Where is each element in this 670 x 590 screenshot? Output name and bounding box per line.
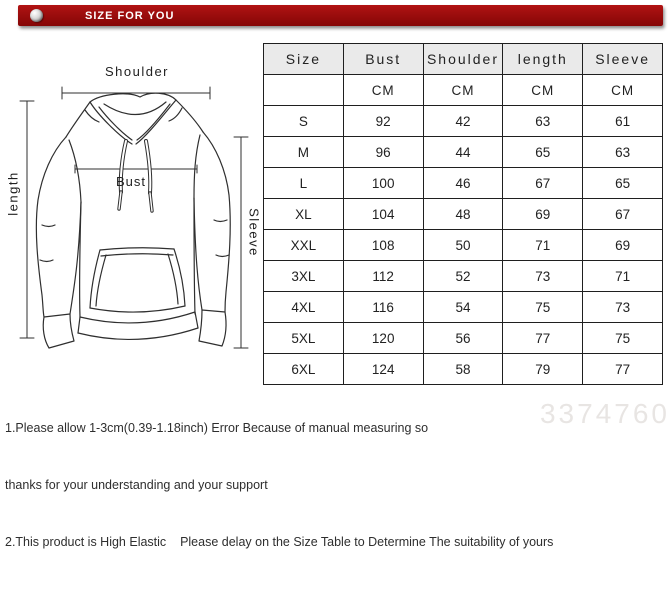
shoulder-cell: 50 (423, 230, 503, 261)
note-line-1: 1.Please allow 1-3cm(0.39-1.18inch) Error Because of manual measuring so (5, 421, 429, 435)
note-line-2: thanks for your understanding and your support (5, 478, 268, 492)
bust-cell: 96 (343, 137, 423, 168)
table-row (264, 230, 663, 261)
length-cell: 75 (503, 292, 583, 323)
pocket-outline (90, 248, 185, 312)
table-row (264, 354, 663, 385)
size-cell: XL (264, 199, 344, 230)
shoulder-cell: 44 (423, 137, 503, 168)
size-cell: L (264, 168, 344, 199)
table-row (264, 168, 663, 199)
watermark-text: 3374760 (539, 398, 670, 429)
table-row (264, 323, 663, 354)
sleeve-cell: 63 (583, 137, 663, 168)
bust-measure-line (75, 165, 197, 173)
length-measure-line (20, 101, 34, 338)
size-table (263, 43, 663, 385)
shoulder-cell: 46 (423, 168, 503, 199)
size-cell: M (264, 137, 344, 168)
sleeves-outline (36, 132, 230, 317)
length-cell: 69 (503, 199, 583, 230)
table-units-row (264, 75, 663, 106)
note-line-3: 2.This product is High Elastic Please delay on the Size Table to Determine The suitability of yours (5, 535, 554, 549)
sleeve-cell: 71 (583, 261, 663, 292)
bust-cell: 116 (343, 292, 423, 323)
shoulder-cell: 56 (423, 323, 503, 354)
hem-band-outline (78, 312, 198, 339)
rivet-icon (30, 9, 43, 22)
bust-label: Bust (115, 174, 146, 189)
unit-cell (264, 75, 344, 106)
shoulder-cell: 58 (423, 354, 503, 385)
col-header-sleeve: Sleeve (583, 44, 663, 75)
table-header-row (264, 44, 663, 75)
length-cell: 67 (503, 168, 583, 199)
size-cell: XXL (264, 230, 344, 261)
title-banner (18, 5, 663, 26)
bust-cell: 92 (343, 106, 423, 137)
banner-title: SIZE FOR YOU (85, 9, 175, 22)
sleeve-cell: 69 (583, 230, 663, 261)
length-cell: 71 (503, 230, 583, 261)
sleeve-label: Sleeve (246, 208, 262, 257)
sleeve-cell: 67 (583, 199, 663, 230)
length-cell: 77 (503, 323, 583, 354)
table-row (264, 292, 663, 323)
hoodie-line-art (0, 40, 270, 385)
size-cell: S (264, 106, 344, 137)
sleeve-cell: 77 (583, 354, 663, 385)
sleeve-cell: 65 (583, 168, 663, 199)
hoodie-diagram (0, 40, 270, 385)
cuffs-outline (43, 310, 226, 348)
shoulder-cell: 42 (423, 106, 503, 137)
table-row (264, 199, 663, 230)
bust-cell: 108 (343, 230, 423, 261)
length-label: length (5, 171, 21, 216)
col-header-bust: Bust (343, 44, 423, 75)
bust-cell: 104 (343, 199, 423, 230)
bust-cell: 124 (343, 354, 423, 385)
unit-cell: CM (343, 75, 423, 106)
sleeve-cell: 61 (583, 106, 663, 137)
length-cell: 79 (503, 354, 583, 385)
shoulder-cell: 54 (423, 292, 503, 323)
bust-cell: 112 (343, 261, 423, 292)
unit-cell: CM (423, 75, 503, 106)
length-cell: 73 (503, 261, 583, 292)
sleeve-cell: 73 (583, 292, 663, 323)
table-row (264, 106, 663, 137)
shoulder-measure-line (62, 87, 210, 99)
length-cell: 63 (503, 106, 583, 137)
footer-notes (5, 381, 665, 590)
size-cell: 5XL (264, 323, 344, 354)
col-header-size: Size (264, 44, 344, 75)
sleeve-cell: 75 (583, 323, 663, 354)
table-row (264, 137, 663, 168)
bust-cell: 100 (343, 168, 423, 199)
size-cell: 4XL (264, 292, 344, 323)
shoulder-cell: 48 (423, 199, 503, 230)
hood-outline (66, 93, 203, 144)
unit-cell: CM (583, 75, 663, 106)
size-cell: 6XL (264, 354, 344, 385)
length-cell: 65 (503, 137, 583, 168)
shoulder-cell: 52 (423, 261, 503, 292)
col-header-length: length (503, 44, 583, 75)
size-cell: 3XL (264, 261, 344, 292)
shoulder-label: Shoulder (104, 64, 170, 79)
unit-cell: CM (503, 75, 583, 106)
bust-cell: 120 (343, 323, 423, 354)
table-row (264, 261, 663, 292)
col-header-shoulder: Shoulder (423, 44, 503, 75)
